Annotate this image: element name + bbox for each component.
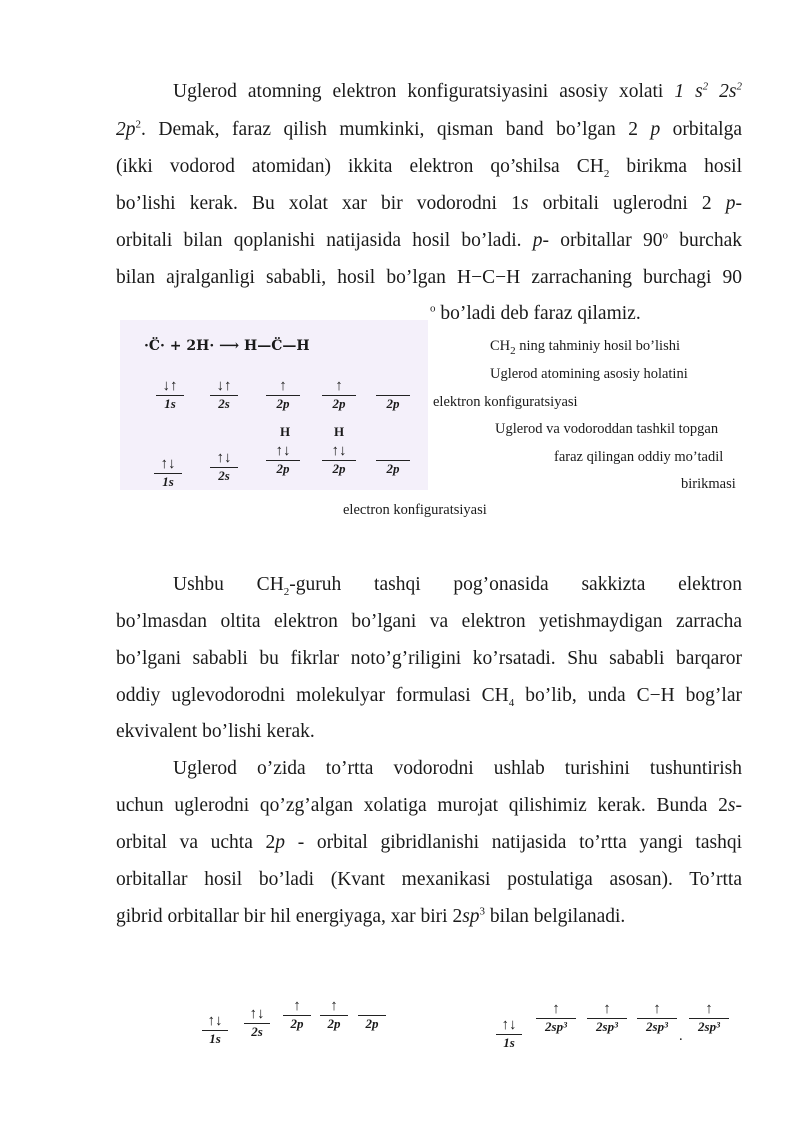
para1-line7: $^o$ bo’ladi deb faraz qilamiz.: [430, 302, 641, 324]
para2-line5: ekvivalent bo’lishi kerak.: [116, 721, 315, 742]
hydrogen-label-2: H: [334, 424, 345, 439]
para2-line1: Ushbu $CH_2$-guruh tashqi pog’onasida sakkizta elektron: [173, 574, 742, 598]
orbital-2sp3-2: ↑ 2sp³: [587, 1001, 627, 1035]
orbital-1s-excited: ↑↓ 1s: [202, 1013, 228, 1047]
para3-line4: orbitallar hosil bo’ladi (Kvant mexanikasi postulatiga asosan). To’rtta: [116, 869, 742, 890]
orbital-2p-ground-2: ↑ 2p: [322, 378, 356, 412]
orbital-2s-ground: ↓↑ 2s: [210, 378, 238, 412]
caption-ground-state: Uglerod atomining asosiy holatini: [490, 366, 688, 382]
orbital-2sp3-4: ↑ 2sp³: [689, 1001, 729, 1035]
orbital-diagram-ch2: [120, 320, 428, 490]
orbital-2p-ground-3: 2p: [376, 378, 410, 412]
orbital-2p-ch2-3: 2p: [376, 443, 410, 477]
orbital-2p-ch2-2: ↑↓ 2p: [322, 443, 356, 477]
orbital-2p-excited-1: ↑ 2p: [283, 998, 311, 1032]
caption-compound: Uglerod va vodoroddan tashkil topgan: [495, 421, 719, 437]
para1-line5: orbitali bilan qoplanishi natijasida hosil bo’ladi. p- orbitallar 90$^o$ burchak: [116, 229, 742, 251]
para2-line4: oddiy uglevodorodni molekulyar formulasi $CH_4$ bo’lib, unda C−H bog’lar: [116, 685, 742, 709]
orbital-2sp3-3: ↑ 2sp³: [637, 1001, 677, 1035]
orbital-2p-ch2-1: ↑↓ 2p: [266, 443, 300, 477]
para1-line4: bo’lishi kerak. Bu xolat xar bir vodorodni 1s orbitali uglerodni 2 p-: [116, 193, 743, 214]
orbital-2p-ground-1: ↑ 2p: [266, 378, 300, 412]
caption-electron-configuration: electron konfiguratsiyasi: [343, 502, 487, 518]
orbital-2sp3-1: ↑ 2sp³: [536, 1001, 576, 1035]
caption-ch2-formation: $CH_2$ ning tahminiy hosil bo’lishi: [490, 338, 680, 357]
para1-line6: bilan ajralganligi sababli, hosil bo’lgan H−C−H zarrachaning burchagi 90: [116, 267, 742, 288]
orbital-1s-hybrid: ↑↓ 1s: [496, 1017, 522, 1051]
para3-line2: uchun uglerodni qo’zg’algan xolatiga murojat qilishimiz kerak. Bunda 2s-: [116, 795, 742, 816]
para1-line1: Uglerod atomning elektron konfiguratsiyasini asosiy xolati 1 $s^2$ $2s^2$: [173, 80, 742, 102]
para3-line1: Uglerod o’zida to’rtta vodorodni ushlab turishini tushuntirish: [173, 758, 742, 779]
para2-line2: bo’lmasdan oltita elektron bo’lgani va elektron yetishmaydigan zarracha: [116, 611, 742, 632]
para2-line3: bo’lgani sababli bu fikrlar noto’g’riligini ko’rsatadi. Shu sababli barqaror: [116, 648, 742, 669]
orbital-1s-ch2: ↑↓ 1s: [154, 456, 182, 490]
hybrid-dot: .: [679, 1028, 683, 1044]
orbital-2s-excited: ↑↓ 2s: [244, 1006, 270, 1040]
caption-assumed: faraz qilingan oddiy mo’tadil: [554, 449, 724, 465]
para1-line2: $2p^2$. Demak, faraz qilish mumkinki, qisman band bo’lgan 2 p orbitalga: [116, 118, 742, 140]
para3-line5: gibrid orbitallar bir hil energiyaga, xar biri $2sp^3$ bilan belgilanadi.: [116, 905, 626, 927]
para3-line3: orbital va uchta 2p - orbital gibridlanishi natijasida to’rtta yangi tashqi: [116, 832, 742, 853]
orbital-1s-ground: ↓↑ 1s: [156, 378, 184, 412]
caption-electron-config: elektron konfiguratsiyasi: [433, 394, 578, 410]
para1-line3: (ikki vodorod atomidan) ikkita elektron qo’shilsa $CH_2$ birikma hosil: [116, 156, 742, 180]
hydrogen-label-1: H: [280, 424, 291, 439]
orbital-2p-excited-3: 2p: [358, 998, 386, 1032]
orbital-2p-excited-2: ↑ 2p: [320, 998, 348, 1032]
orbital-2s-ch2: ↑↓ 2s: [210, 450, 238, 484]
reaction-equation: ·C̈· + 2H· ⟶ H—C̈—H: [144, 338, 310, 354]
caption-birikmasi: birikmasi: [681, 476, 736, 492]
